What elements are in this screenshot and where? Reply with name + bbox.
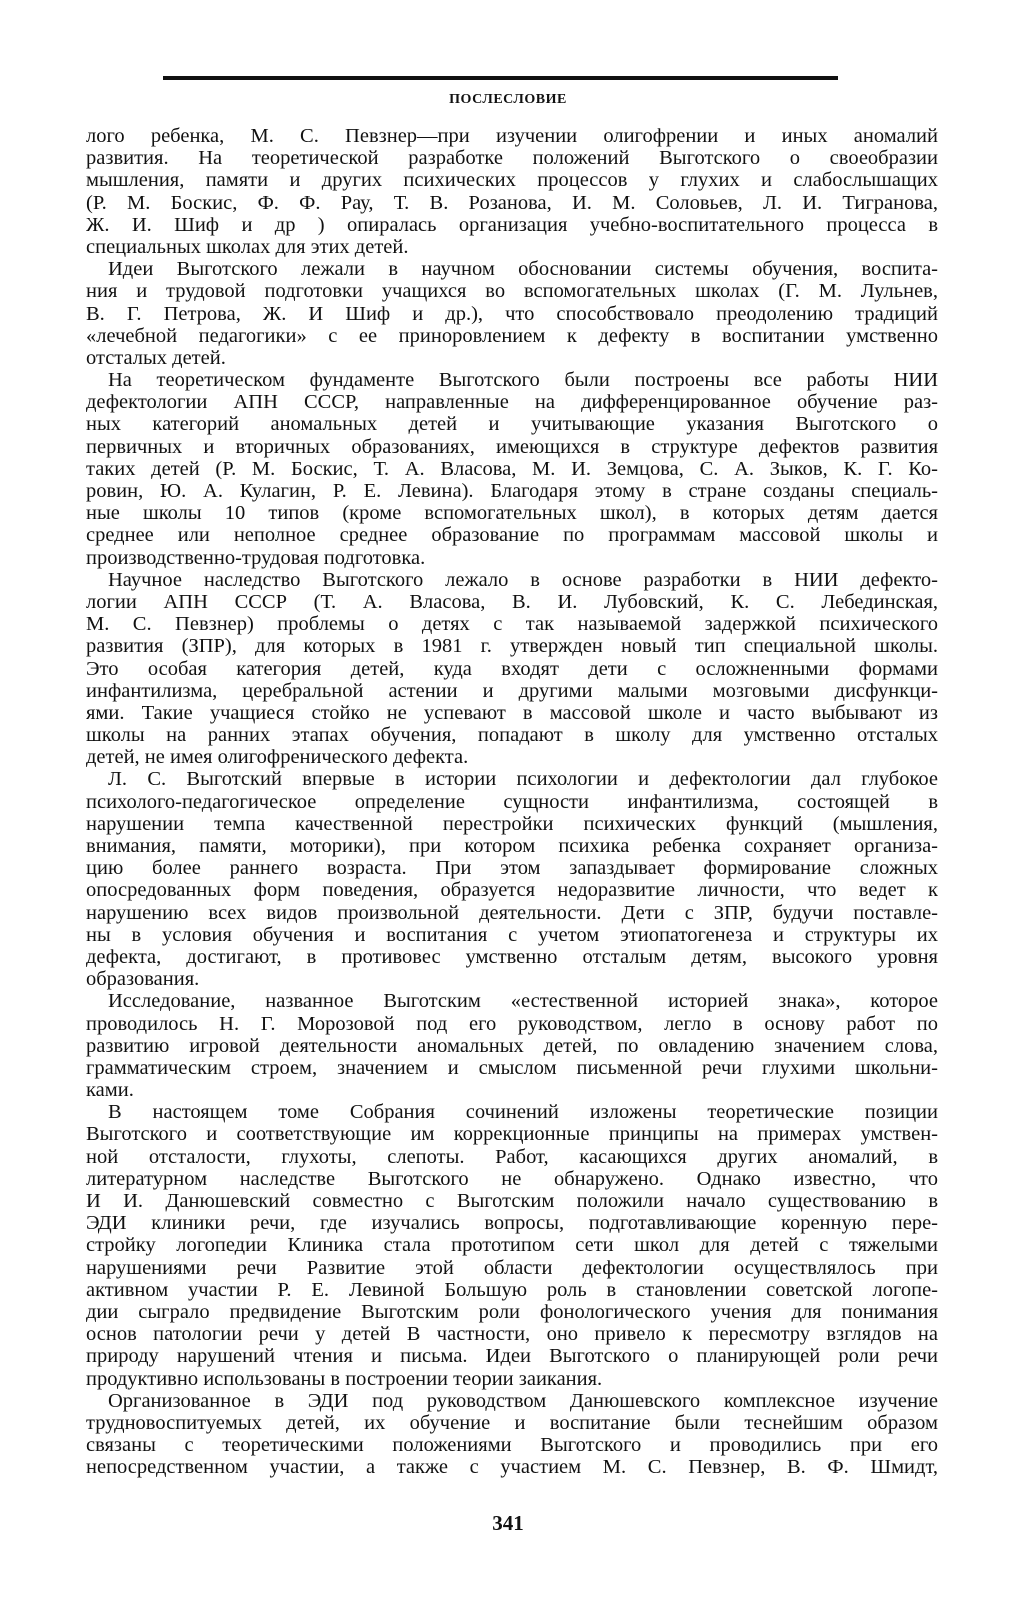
text-line: ями. Такие учащиеся стойко не успевают в массовой школе и часто выбывают из [86,701,938,724]
text-line: мышления, памяти и других психических процессов у глухих и слабослышащих [86,169,938,192]
text-line: грамматическим строем, значением и смыслом письменной речи глухими школьни- [86,1056,938,1079]
text-line: трудновоспитуемых детей, их обучение и воспитание были теснейшим образом [86,1411,938,1434]
text-line: ной отсталости, глухоты, слепоты. Работ, касающихся других аномалий, в [86,1145,938,1168]
text-line: основ патологии речи у детей В частности, оно привело к пересмотру взглядов на [86,1323,938,1346]
running-head: ПОСЛЕСЛОВИЕ [449,92,567,107]
text-line: И И. Данюшевский совместно с Выготским положили начало существованию в [86,1190,938,1212]
text-line: продуктивно использованы в построении теории заикания. [86,1367,603,1390]
text-line: В настоящем томе Собрания сочинений изложены теоретические позиции [108,1101,938,1124]
text-line: (Р. М. Боскис, Ф. Ф. Рау, Т. В. Розанова, И. М. Соловьев, Л. И. Тигранова, [86,191,938,214]
text-line: нарушении темпа качественной перестройки психических функций (мышления, [86,812,938,835]
text-line: логии АПН СССР (Т. А. Власова, В. И. Лубовский, К. С. Лебединская, [86,590,938,613]
text-line: Идеи Выготского лежали в научном обосновании системы обучения, воспита- [108,258,938,281]
paragraph [86,258,938,369]
text-line: В. Г. Петрова, Ж. И Шиф и др.), что способствовало преодолению традиций [86,302,938,325]
text-line: природу нарушений чтения и письма. Идеи Выготского о планирующей роли речи [86,1345,938,1368]
text-line: стройку логопедии Клиника стала прототипом сети школ для детей с тяжелыми [86,1234,938,1257]
text-line: ны в условия обучения и воспитания с учетом этиопатогенеза и структуры их [86,923,938,946]
text-line: школы на ранних этапах обучения, попадают в школу для умственно отсталых [86,724,938,747]
text-line: дефектологии АПН СССР, направленные на дифференцированное обучение раз- [86,391,938,414]
text-line: ровин, Ю. А. Кулагин, Р. Е. Левина). Благодаря этому в стране созданы специаль- [86,480,938,502]
text-line: дии сыграло предвидение Выготским роли фонологического учения для понимания [86,1300,938,1323]
text-line: Л. С. Выготский впервые в истории психологии и дефектологии дал глубокое [108,768,938,791]
text-line: ЭДИ клиники речи, где изучались вопросы, подготавливающие коренную пере- [86,1212,938,1235]
text-line: инфантилизма, церебральной астении и другими малыми мозговыми дисфункци- [86,679,938,702]
text-line: образования. [86,968,200,991]
text-line: Выготского и соответствующие им коррекционные принципы на примерах умствен- [86,1123,938,1146]
text-line: Это особая категория детей, куда входят дети с осложненными формами [86,657,938,680]
text-line: развитию игровой деятельности аномальных детей, по овладению значением слова, [86,1034,938,1057]
text-line: Организованное в ЭДИ под руководством Данюшевского комплексное изучение [108,1389,938,1412]
text-line: опосредованных форм поведения, образуется недоразвитие личности, что ведет к [86,879,938,902]
paragraph [86,768,938,990]
text-line: нарушению всех видов произвольной деятельности. Дети с ЗПР, будучи поставле- [86,901,938,924]
paragraph [86,125,938,258]
page-number: 341 [492,1511,524,1535]
text-line: среднее или неполное среднее образование по программам массовой школы и [86,524,938,547]
text-line: детей, не имея олигофренического дефекта. [86,746,469,769]
text-line: отсталых детей. [86,346,226,369]
text-line: ные школы 10 типов (кроме вспомогательных школ), в которых детям дается [86,502,938,525]
text-line: развития. На теоретической разработке положений Выготского о своеобразии [86,147,938,170]
text-line: проводилось Н. Г. Морозовой под его руководством, легло в основу работ по [86,1012,938,1035]
text-line: внимания, памяти, моторики), при котором психика ребенка сохраняет организа- [86,835,938,857]
text-line: активном участии Р. Е. Левиной Большую роль в становлении советской логопе- [86,1278,938,1301]
text-line: психолого-педагогическое определение сущности инфантилизма, состоящей в [86,790,938,813]
text-line: нарушениями речи Развитие этой области дефектологии осуществлялось при [86,1256,938,1279]
text-line: литературном наследстве Выготского не обнаружено. Однако известно, что [86,1167,938,1190]
text-line: Научное наследство Выготского лежало в основе разработки в НИИ дефекто- [108,568,938,591]
text-line: дефекта, достигают, в противовес умственно отсталым детям, высокого уровня [86,945,938,968]
text-line: цию более раннего возраста. При этом запаздывает формирование сложных [86,857,938,880]
text-line: ками. [86,1079,134,1102]
header-rule [163,76,838,80]
body-text [86,125,938,1478]
text-line: ных категорий аномальных детей и учитывающие указания Выготского о [86,413,938,436]
text-line: лого ребенка, М. С. Певзнер—при изучении олигофрении и иных аномалий [86,125,938,147]
text-line: непосредственном участии, а также с участием М. С. Певзнер, В. Ф. Шмидт, [86,1456,938,1479]
text-line: Ж. И. Шиф и др ) опиралась организация учебно-воспитательного процесса в [86,213,938,236]
paragraph [86,569,938,769]
text-line: М. С. Певзнер) проблемы о детях с так называемой задержкой психического [86,613,938,636]
text-line: таких детей (Р. М. Боскис, Т. А. Власова, М. И. Земцова, С. А. Зыков, К. Г. Ко- [86,457,938,480]
text-line: специальных школах для этих детей. [86,235,409,258]
paragraph [86,990,938,1101]
text-line: На теоретическом фундаменте Выготского были построены все работы НИИ [108,369,938,392]
paragraph [86,1101,938,1389]
text-line: развития (ЗПР), для которых в 1981 г. утвержден новый тип специальной школы. [86,635,938,658]
text-line: производственно-трудовая подготовка. [86,546,426,569]
text-line: Исследование, названное Выготским «естественной историей знака», которое [108,990,938,1013]
text-line: первичных и вторичных образованиях, имеющихся в структуре дефектов развития [86,435,938,458]
text-line: «лечебной педагогики» с ее приноровлением к дефекту в воспитании умственно [86,324,938,347]
paragraph [86,1390,938,1479]
text-line: ния и трудовой подготовки учащихся во вспомогательных школах (Г. М. Лульнев, [86,280,938,303]
text-line: связаны с теоретическими положениями Выготского и проводились при его [86,1434,938,1457]
paragraph [86,369,938,569]
